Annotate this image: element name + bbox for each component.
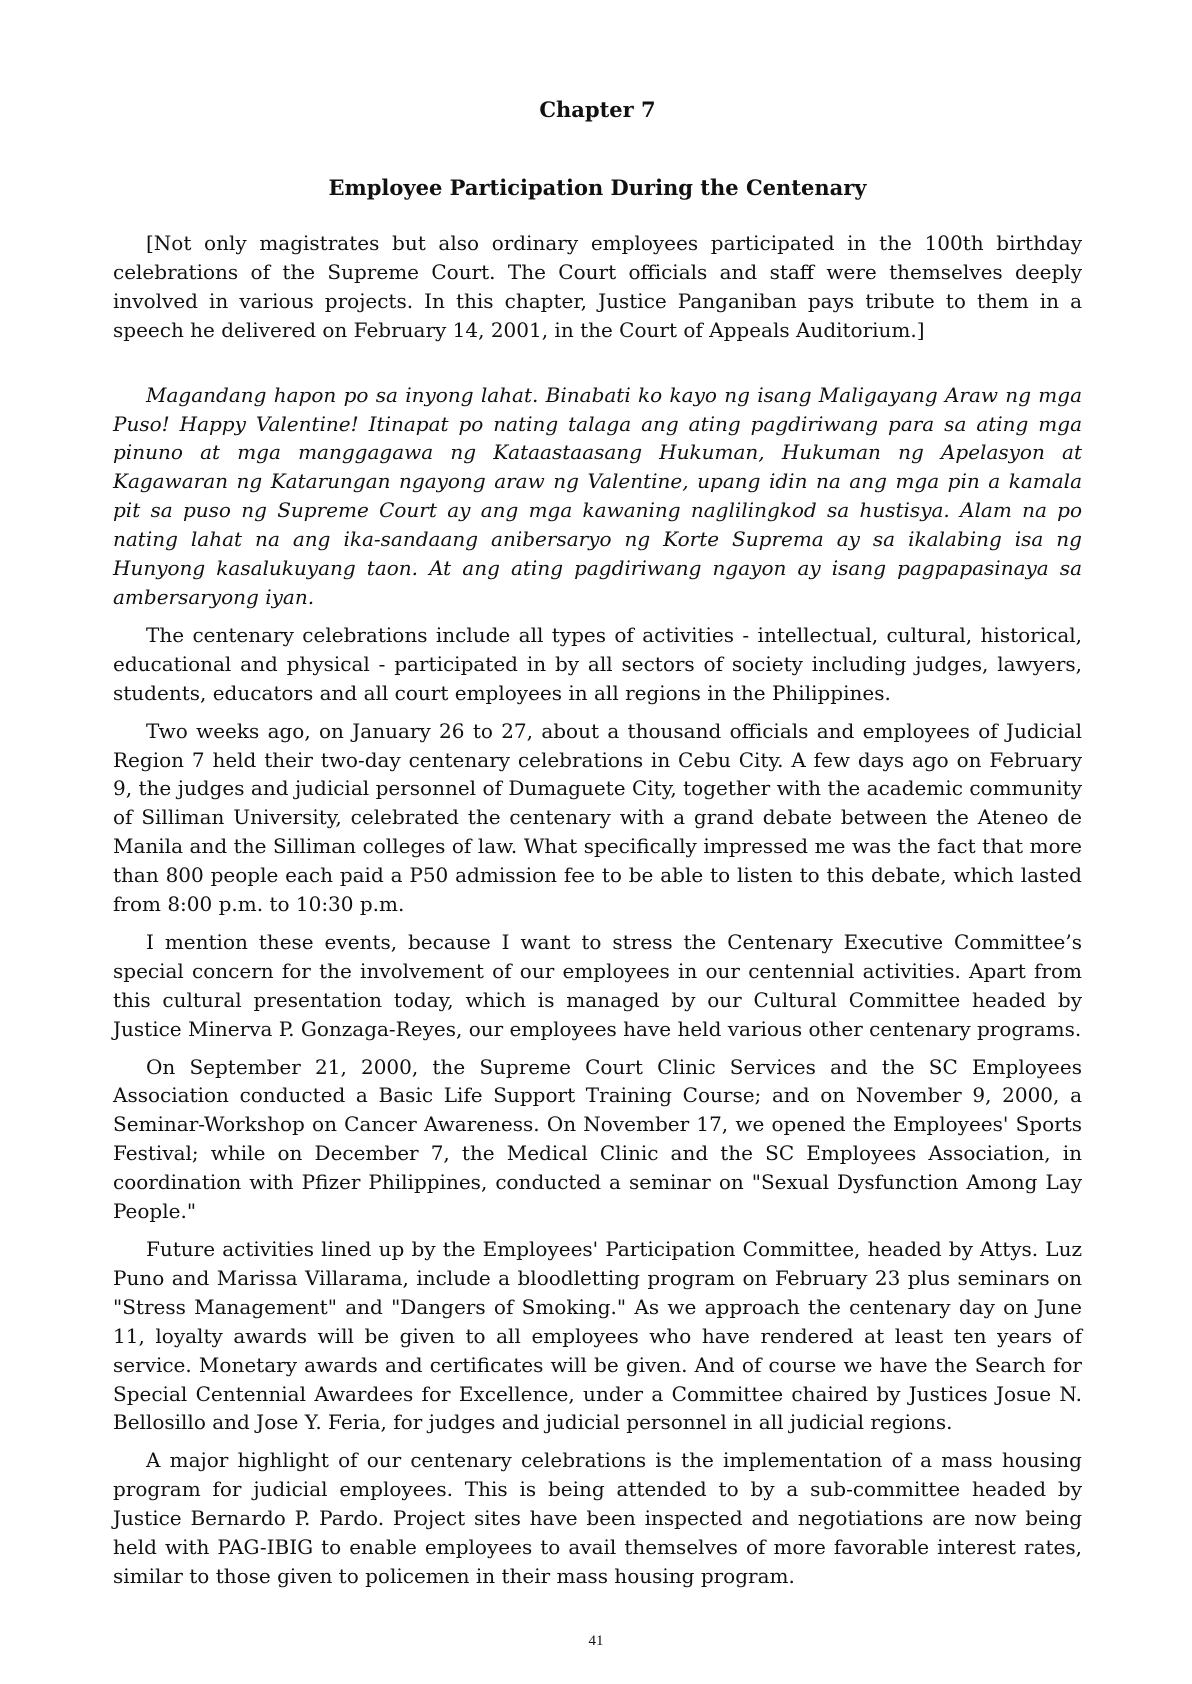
- body-paragraph-mass-housing: A major highlight of our centenary celebrations is the implementation of a mass housing program for judicial employees. This is being attended to by a sub-committee headed by Justice Bernardo P. Pardo. Project sites have been inspected and negotiations are now being held with PAG-IBIG to enable employees to avail themselves of more favorable interest rates, similar to those given to policemen in their mass housing program.: [113, 1448, 1082, 1588]
- body-paragraph-regional-celebrations: Two weeks ago, on January 26 to 27, about a thousand officials and employees of Judicial Region 7 held their two-day centenary celebrations in Cebu City. A few days ago on February 9, the judges and judicial personnel of Dumaguete City, together with the academic community of Silliman University, celebrated the centenary with a grand debate between the Ateneo de Manila and the Silliman colleges of law. What specifically impressed me was the fact that more than 800 people each paid a P50 admission fee to be able to listen to this debate, which lasted from 8:00 p.m. to 10:30 p.m.: [113, 718, 1082, 917]
- body-paragraph-employee-involvement: I mention these events, because I want to stress the Centenary Executive Committee’s special concern for the involvement of our employees in our centennial activities. Apart from this cultural presentation today, which is managed by our Cultural Committee headed by Justice Minerva P. Gonzaga-Reyes, our employees have held various other centenary programs.: [113, 929, 1082, 1041]
- greeting-paragraph: Magandang hapon po sa inyong lahat. Binabati ko kayo ng isang Maligayang Araw ng mga Puso! Happy Valentine! Itinapat po nating talaga ang ating pagdiriwang para sa ating mga pinuno at mga manggagawa ng Kataastaasang Hukuman, Hukuman ng Apelasyon at Kagawaran ng Katarungan ngayong araw ng Valentine, upang idin na ang mga pin a kamala pit sa puso ng Supreme Court ay ang mga kawaning naglilingkod sa hustisya. Alam na po nating lahat na ang ika-sandaang anibersaryo ng Korte Suprema ay sa ikalabing isa ng Hunyong kasalukuyang taon. At ang ating pagdiriwang ngayon ay isang pagpapasinaya sa ambersaryong iyan.: [113, 382, 1082, 609]
- page-number: 41: [588, 1633, 604, 1649]
- chapter-label: Chapter 7: [539, 97, 656, 122]
- chapter-title: Employee Participation During the Centenary: [328, 175, 867, 200]
- body-paragraph-centenary-activities: The centenary celebrations include all types of activities - intellectual, cultural, historical, educational and physical - participated in by all sectors of society including judges, lawyers, students, educators and all court employees in all regions in the Philippines.: [113, 622, 1082, 705]
- body-paragraph-past-programs: On September 21, 2000, the Supreme Court Clinic Services and the SC Employees Association conducted a Basic Life Support Training Course; and on November 9, 2000, a Seminar-Workshop on Cancer Awareness. On November 17, we opened the Employees' Sports Festival; while on December 7, the Medical Clinic and the SC Employees Association, in coordination with Pfizer Philippines, conducted a seminar on "Sexual Dysfunction Among Lay People.": [113, 1054, 1082, 1224]
- intro-paragraph: [Not only magistrates but also ordinary employees participated in the 100th birthday celebrations of the Supreme Court. The Court officials and staff were themselves deeply involved in various projects. In this chapter, Justice Panganiban pays tribute to them in a speech he delivered on February 14, 2001, in the Court of Appeals Auditorium.]: [113, 231, 1082, 342]
- body-paragraph-future-activities: Future activities lined up by the Employees' Participation Committee, headed by Attys. Luz Puno and Marissa Villarama, include a bloodletting program on February 23 plus seminars on "Stress Management" and "Dangers of Smoking." As we approach the centenary day on June 11, loyalty awards will be given to all employees who have rendered at least ten years of service. Monetary awards and certificates will be given. And of course we have the Search for Special Centennial Awardees for Excellence, under a Committee chaired by Justices Josue N. Bellosillo and Jose Y. Feria, for judges and judicial personnel in all judicial regions.: [113, 1237, 1082, 1435]
- body-text: [113, 229, 1082, 1600]
